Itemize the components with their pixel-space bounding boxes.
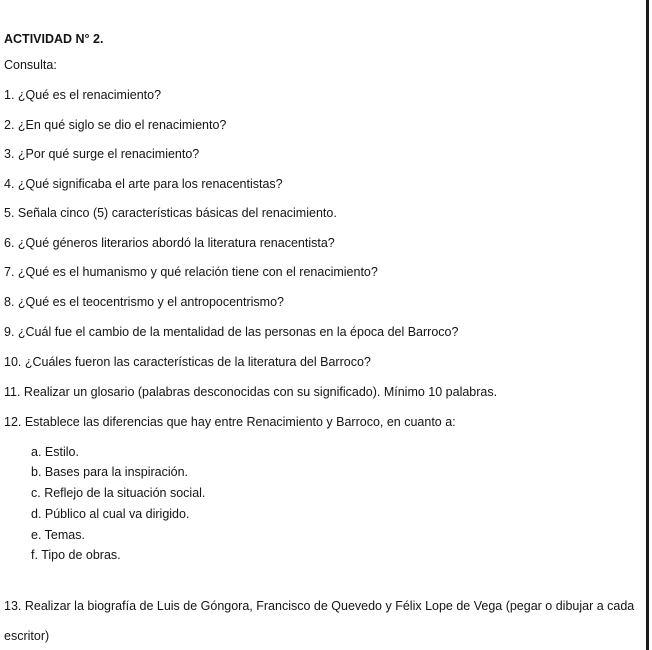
- question-5: 5. Señala cinco (5) características básicas del renacimiento.: [4, 206, 337, 220]
- question-13-line-2: escritor): [4, 629, 50, 643]
- sub-item-c: c. Reflejo de la situación social.: [31, 486, 206, 500]
- question-10: 10. ¿Cuáles fueron las características de la literatura del Barroco?: [4, 355, 371, 369]
- question-6: 6. ¿Qué géneros literarios abordó la literatura renacentista?: [4, 236, 335, 250]
- question-7: 7. ¿Qué es el humanismo y qué relación tiene con el renacimiento?: [4, 265, 378, 279]
- sub-item-a: a. Estilo.: [31, 445, 79, 459]
- question-9: 9. ¿Cuál fue el cambio de la mentalidad de las personas en la época del Barroco?: [4, 325, 459, 339]
- question-3: 3. ¿Por qué surge el renacimiento?: [4, 147, 200, 161]
- question-1: 1. ¿Qué es el renacimiento?: [4, 88, 162, 102]
- sub-item-f: f. Tipo de obras.: [31, 548, 121, 562]
- intro-label: Consulta:: [4, 58, 57, 72]
- question-12: 12. Establece las diferencias que hay entre Renacimiento y Barroco, en cuanto a:: [4, 415, 456, 429]
- sub-item-d: d. Público al cual va dirigido.: [31, 507, 190, 521]
- question-2: 2. ¿En qué siglo se dio el renacimiento?: [4, 118, 227, 132]
- question-13-line-1: 13. Realizar la biografía de Luis de Góngora, Francisco de Quevedo y Félix Lope de Vega (pegar o dibujar a cada: [4, 599, 635, 613]
- question-11: 11. Realizar un glosario (palabras desconocidas con su significado). Mínimo 10 palabras.: [4, 385, 498, 399]
- sub-item-b: b. Bases para la inspiración.: [31, 465, 189, 479]
- activity-title: ACTIVIDAD N° 2.: [4, 32, 104, 46]
- question-4: 4. ¿Qué significaba el arte para los renacentistas?: [4, 177, 283, 191]
- question-8: 8. ¿Qué es el teocentrismo y el antropocentrismo?: [4, 295, 284, 309]
- sub-item-e: e. Temas.: [31, 528, 85, 542]
